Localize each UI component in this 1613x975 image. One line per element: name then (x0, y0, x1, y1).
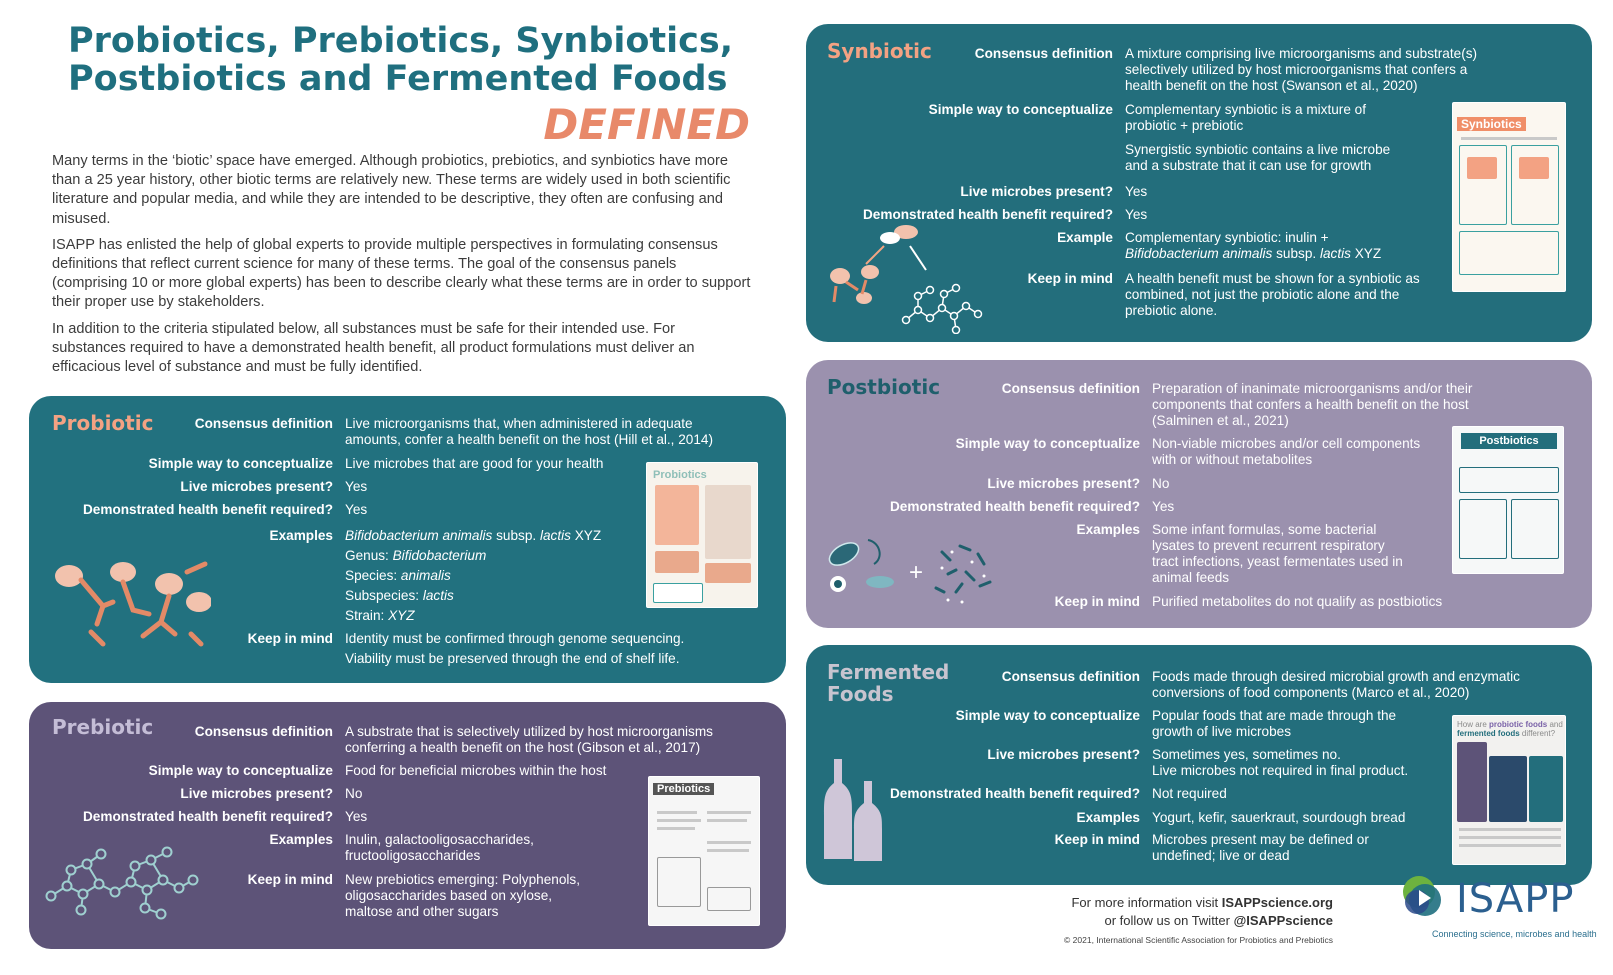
synbiotic-live: Yes (1125, 184, 1148, 199)
label-live: Live microbes present? (180, 479, 333, 494)
label-simple: Simple way to conceptualize (148, 763, 333, 778)
postbiotic-infographic-thumbnail: Postbiotics (1452, 426, 1564, 574)
prebiotic-live: No (345, 786, 363, 801)
intro-paragraph-1: Many terms in the ‘biotic’ space have emerged. Although probiotics, prebiotics, and synbiotics have more than a 25 year history, other biotic terms are relatively new. These terms are widely used in both scientific literature and popular media, and while they are intended to be descriptive, they often are confusing and misused. (52, 153, 731, 227)
prebiotic-infographic-thumbnail: Prebiotics (648, 776, 760, 926)
probiotic-panel (29, 396, 786, 683)
label-example: Example (1057, 230, 1113, 245)
label-live: Live microbes present? (180, 786, 333, 801)
synbiotic-example: Complementary synbiotic: inulin + Bifidobacterium animalis subsp. lactis XYZ (1125, 230, 1382, 261)
plus-sign: + (909, 559, 924, 586)
synbiotic-health: Yes (1125, 207, 1148, 222)
postbiotic-title: Postbiotic (827, 375, 941, 399)
label-keep: Keep in mind (1027, 271, 1113, 286)
fermented-consensus: Foods made through desired microbial growth and enzymatic conversions of food components (Marco et al., 2020) (1152, 669, 1520, 700)
fermented-simple: Popular foods that are made through the growth of live microbes (1152, 708, 1397, 739)
website-link[interactable]: ISAPPscience.org (1221, 895, 1333, 910)
probiotic-simple: Live microbes that are good for your health (345, 456, 604, 471)
postbiotic-consensus: Preparation of inanimate microorganisms and/or their components that confers a health benefit on the host (Salminen et al., 2021) (1152, 381, 1473, 428)
prebiotic-simple: Food for beneficial microbes within the host (345, 763, 607, 778)
synbiotic-keep: A health benefit must be shown for a synbiotic as combined, not just the probiotic alone and the prebiotic alone. (1125, 271, 1420, 318)
label-keep: Keep in mind (247, 631, 333, 646)
postbiotic-panel (806, 360, 1592, 628)
label-examples: Examples (269, 832, 333, 847)
label-simple: Simple way to conceptualize (928, 102, 1113, 117)
fermented-examples: Yogurt, kefir, sauerkraut, sourdough bread (1152, 810, 1406, 825)
label-keep: Keep in mind (1054, 594, 1140, 609)
prebiotic-title: Prebiotic (52, 715, 154, 739)
probiotic-bacteria-illustration (51, 554, 211, 654)
synbiotic-simple: Complementary synbiotic is a mixture of probiotic + prebiotic Synergistic synbiotic contains a live microbe and a substrate that it can use for growth (1125, 102, 1391, 173)
label-examples: Examples (1076, 810, 1140, 825)
isapp-logo-icon (1395, 868, 1451, 924)
fermented-keep: Microbes present may be defined or undefined; live or dead (1152, 832, 1369, 863)
label-simple: Simple way to conceptualize (955, 708, 1140, 723)
label-live: Live microbes present? (987, 747, 1140, 762)
prebiotic-molecule-illustration (41, 840, 201, 920)
label-examples: Examples (1076, 522, 1140, 537)
postbiotic-simple: Non-viable microbes and/or cell components with or without metabolites (1152, 436, 1421, 467)
label-health: Demonstrated health benefit required? (82, 809, 333, 824)
postbiotic-keep: Purified metabolites do not qualify as postbiotics (1152, 594, 1443, 609)
label-consensus: Consensus definition (194, 416, 333, 431)
label-simple: Simple way to conceptualize (955, 436, 1140, 451)
prebiotic-panel (29, 702, 786, 949)
postbiotic-health: Yes (1152, 499, 1175, 514)
fermented-foods-title: Fermented Foods (827, 660, 950, 706)
prebiotic-keep: New prebiotics emerging: Polyphenols, oligosaccharides based on xylose, maltose and other sugars (345, 872, 580, 919)
synbiotic-illustration (826, 224, 996, 334)
postbiotic-live: No (1152, 476, 1170, 491)
prebiotic-examples: Inulin, galactooligosaccharides, fructooligosaccharides (345, 832, 534, 863)
label-consensus: Consensus definition (1001, 669, 1140, 684)
label-consensus: Consensus definition (194, 724, 333, 739)
twitter-link[interactable]: @ISAPPscience (1233, 913, 1333, 928)
fermented-bottles-illustration (820, 755, 890, 865)
label-health: Demonstrated health benefit required? (862, 207, 1113, 222)
intro-text (52, 152, 752, 384)
probiotic-keep: Identity must be confirmed through genome sequencing. Viability must be preserved through the end of shelf life. (345, 631, 685, 666)
isapp-tagline: Connecting science, microbes and health (1432, 929, 1597, 939)
label-health: Demonstrated health benefit required? (889, 786, 1140, 801)
fermented-health: Not required (1152, 786, 1227, 801)
probiotic-examples: Bifidobacterium animalis subsp. lactis XYZ Genus: Bifidobacterium Species: animalis Subspecies: lactis Strain: XYZ (345, 528, 602, 623)
probiotic-infographic-thumbnail: Probiotics (646, 462, 758, 608)
synbiotic-infographic-thumbnail: Synbiotics (1452, 102, 1566, 292)
label-keep: Keep in mind (1054, 832, 1140, 847)
postbiotic-illustration (824, 532, 1014, 612)
probiotic-live: Yes (345, 479, 368, 494)
label-consensus: Consensus definition (1001, 381, 1140, 396)
page-title: Probiotics, Prebiotics, Synbiotics, Postbiotics and Fermented Foods (68, 21, 734, 99)
prebiotic-consensus: A substrate that is selectively utilized by host microorganisms conferring a health benefit on the host (Gibson et al., 2017) (345, 724, 713, 755)
fermented-foods-infographic-thumbnail (1452, 715, 1566, 865)
intro-paragraph-2: ISAPP has enlisted the help of global experts to provide multiple perspectives in formulating consensus definitions that reflect current science for many of these terms. The goal of the consensus panels (comprising 10 or more global experts) has been to describe clearly what these terms are in order to support their proper use by stakeholders. (52, 236, 751, 311)
fermented-foods-panel (806, 645, 1592, 885)
synbiotic-title: Synbiotic (827, 39, 932, 63)
label-health: Demonstrated health benefit required? (889, 499, 1140, 514)
synbiotic-consensus: A mixture comprising live microorganisms and substrate(s) selectively utilized by host microorganisms that confers a health benefit on the host (Swanson et al., 2020) (1125, 46, 1478, 93)
label-keep: Keep in mind (247, 872, 333, 887)
probiotic-health: Yes (345, 502, 368, 517)
label-health: Demonstrated health benefit required? (82, 502, 333, 517)
synbiotic-panel (806, 24, 1592, 342)
label-consensus: Consensus definition (974, 46, 1113, 61)
probiotic-consensus: Live microorganisms that, when administered in adequate amounts, confer a health benefit on the host (Hill et al., 2014) (345, 416, 714, 447)
label-live: Live microbes present? (960, 184, 1113, 199)
footer-info: For more information visit ISAPPscience.org (1071, 895, 1333, 910)
fermented-live: Sometimes yes, sometimes no. Live microbes not required in final product. (1152, 747, 1409, 778)
copyright: © 2021, International Scientific Association for Probiotics and Prebiotics (1064, 935, 1333, 945)
label-examples: Examples (269, 528, 333, 543)
probiotic-title: Probiotic (52, 411, 154, 435)
footer-twitter: or follow us on Twitter @ISAPPscience (1104, 913, 1333, 928)
fermented-thumb-title: How are probiotic foods and fermented foods different? (1457, 720, 1563, 738)
isapp-logo-word: ISAPP (1456, 876, 1575, 922)
prebiotic-health: Yes (345, 809, 368, 824)
page-subtitle-defined: DEFINED (543, 100, 750, 149)
label-live: Live microbes present? (987, 476, 1140, 491)
label-simple: Simple way to conceptualize (148, 456, 333, 471)
intro-paragraph-3: In addition to the criteria stipulated below, all substances must be safe for their intended use. For substances required to have a demonstrated health benefit, all product formulations must deliver an efficacious level of substance and must be fully identified. (52, 320, 695, 376)
postbiotic-examples: Some infant formulas, some bacterial lysates to prevent recurrent respiratory tract infections, yeast fermentates used in animal feeds (1152, 522, 1403, 585)
